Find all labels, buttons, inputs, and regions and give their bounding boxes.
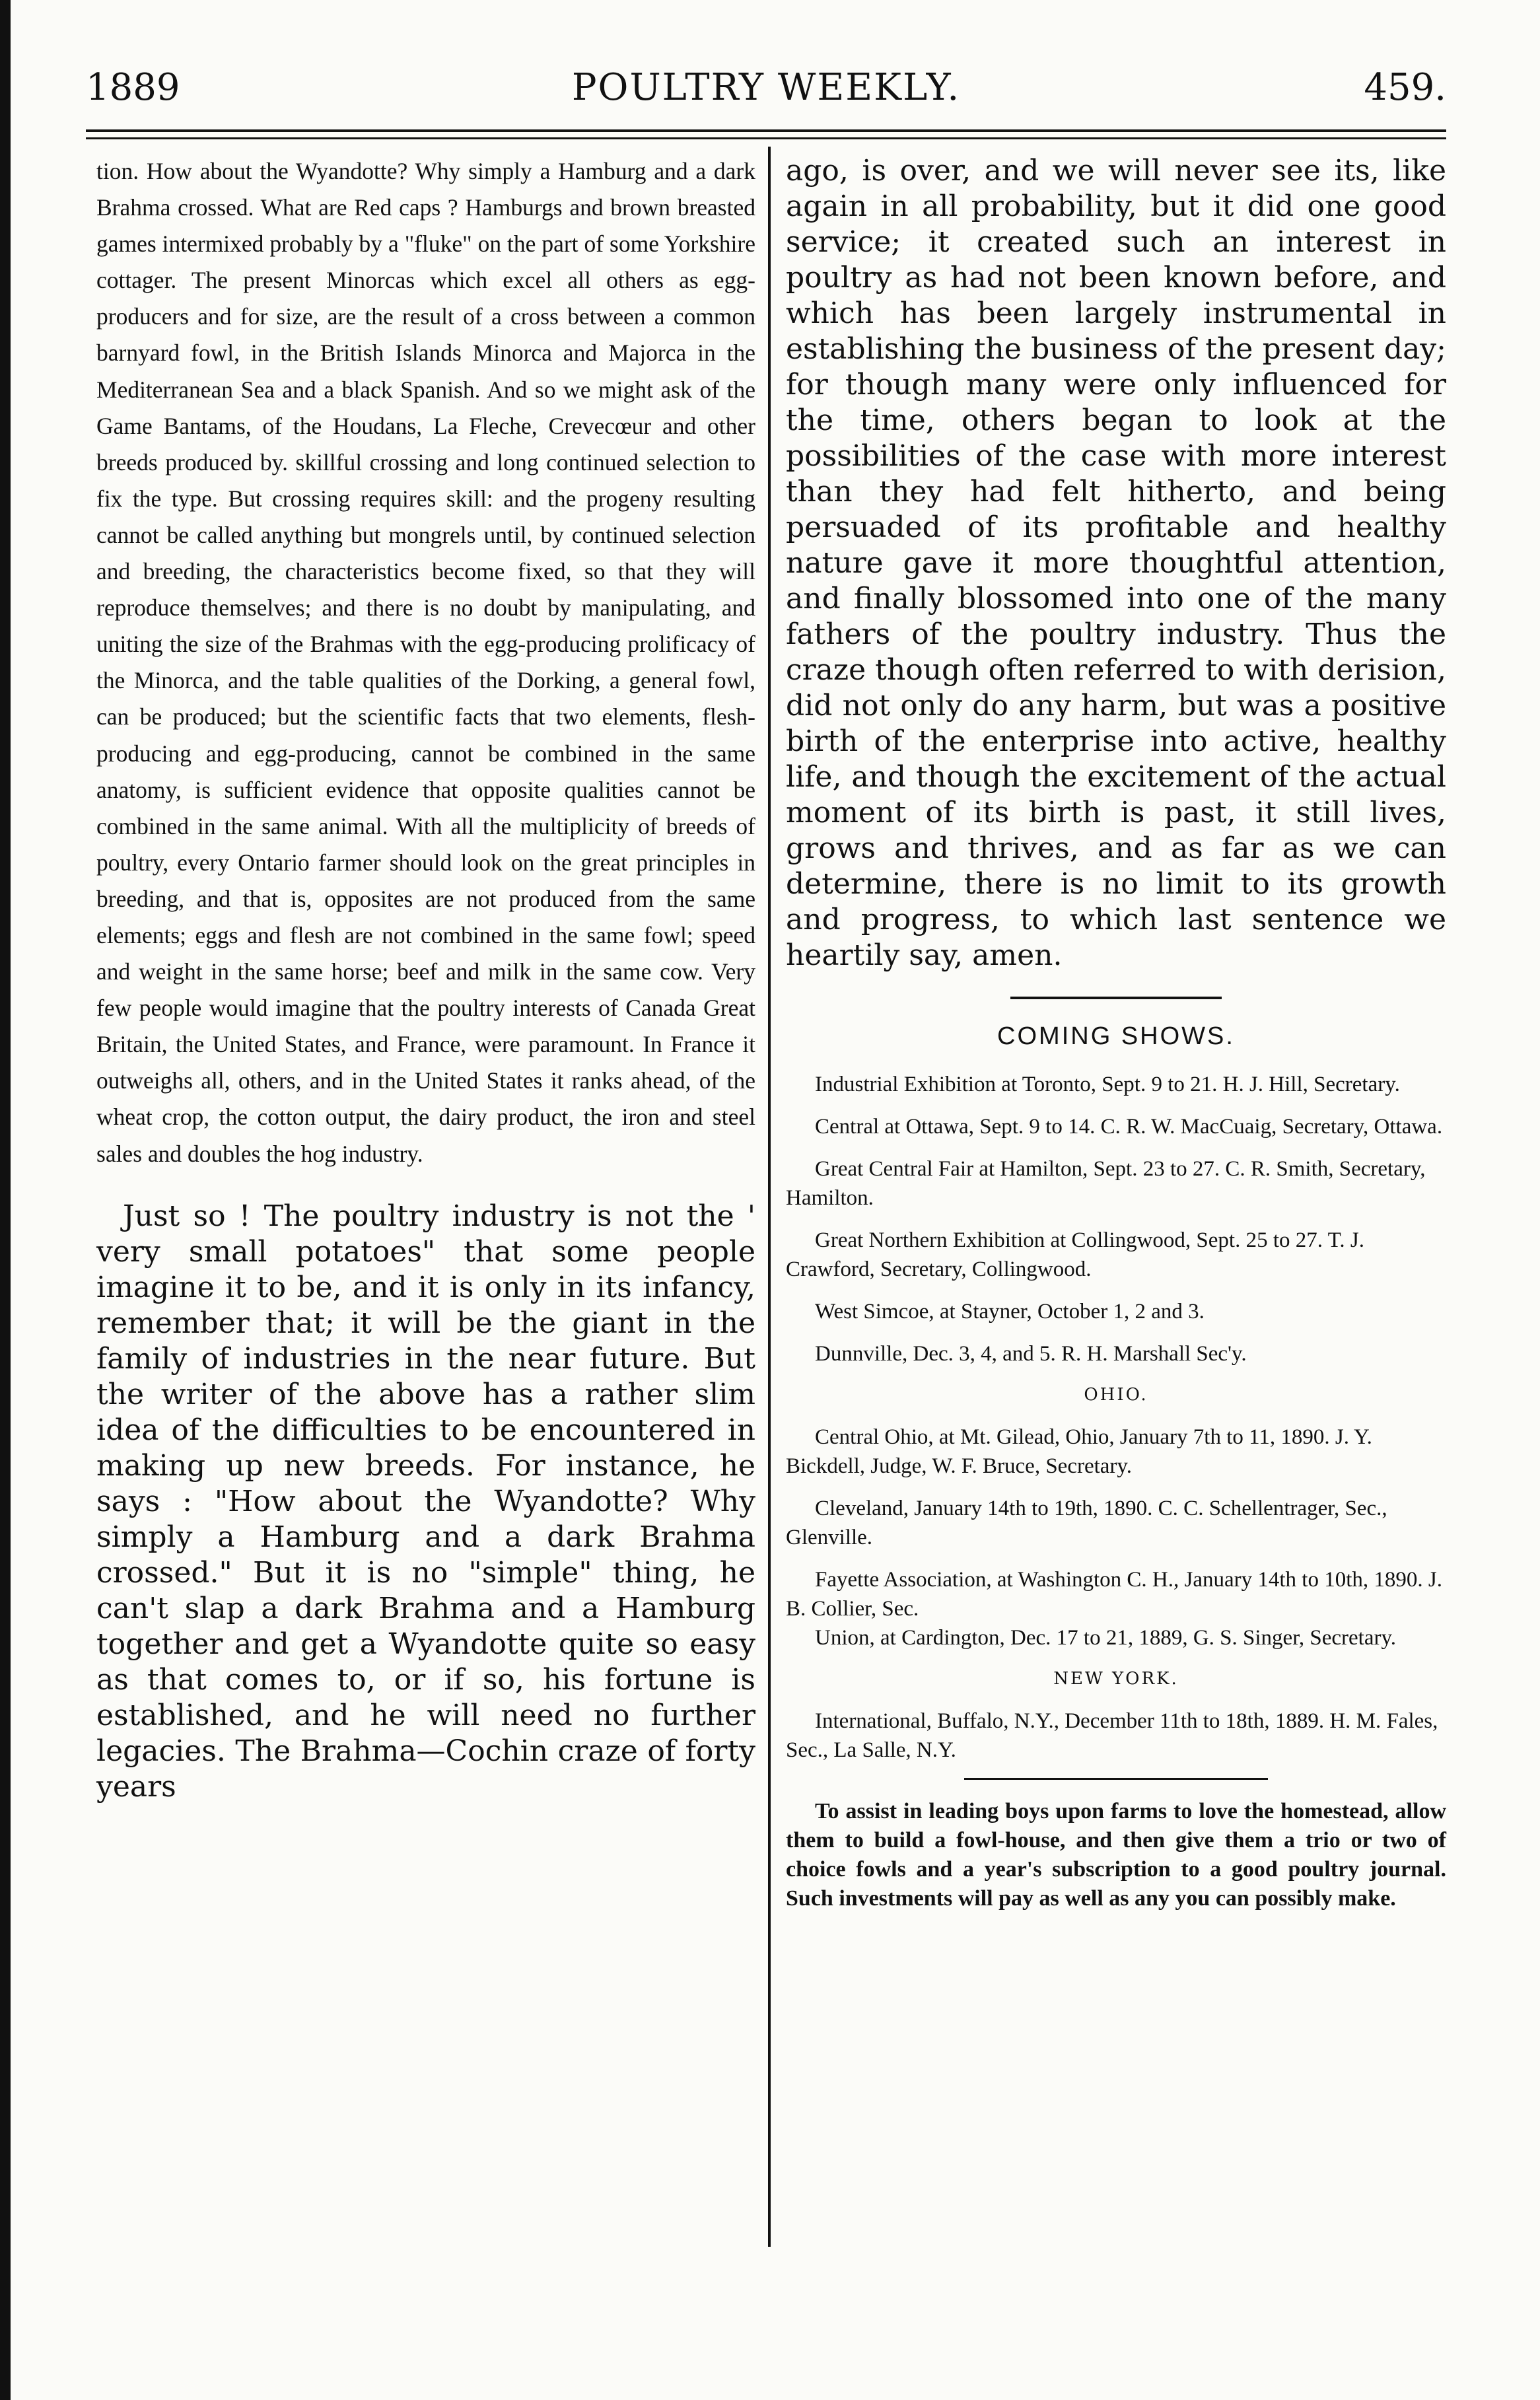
publication-title: POULTRY WEEKLY. — [571, 66, 961, 109]
list-item: Cleveland, January 14th to 19th, 1890. C. C. Schellentrager, Sec., Glenville. — [786, 1497, 1387, 1549]
editorial-response: Just so ! The poultry industry is not the ' very small potatoes" that some people imagine it to be, and it is only in its infancy, remember that; it will be the giant in the family of industries in the near future. But the writer of the above has a rather slim idea of the difficulties to be encountered in making up new breeds. For instance, he says : "How about the Wyandotte? Why simply a Hamburg and a dark Brahma crossed." But it is no "simple" thing, he can't slap a dark Brahma and a Hamburg together and get a Wyandotte quite so easy as that comes to, or if so, his fortune is established, and he will need no further legacies. The Brahma—Cochin craze of forty years — [96, 1199, 755, 1804]
new-york-heading: NEW YORK. — [1053, 1669, 1179, 1689]
new-york-shows-list — [786, 1707, 1446, 1765]
ohio-shows-list — [786, 1423, 1446, 1652]
column-divider — [768, 147, 771, 2247]
list-item: Great Central Fair at Hamilton, Sept. 23 to 27. C. R. Smith, Secretary, Hamilton. — [786, 1157, 1426, 1210]
header-year: 1889 — [86, 66, 180, 109]
editorial-continuation: ago, is over, and we will never see its, like again in all probability, but it did one good service; it created such an interest in poultry as had not been known before, and which has been largely instrumental in establishing the business of the present day; for though many were only influenced for the time, others began to look at the possibilities of the case with more interest than they had felt hitherto, and being persuaded of its profitable and healthy nature gave it more thoughtful attention, and finally blossomed into one of the many fathers of the poultry industry. Thus the craze though often referred to with derision, did not only do any harm, but was a positive birth of the enterprise into active, healthy life, and though the excitement of the actual moment of its birth is past, it still lives, grows and thrives, and as far as we can determine, there is no limit to its growth and progress, to which last sentence we heartily say, amen. — [786, 154, 1446, 972]
quoted-letter-text: tion. How about the Wyandotte? Why simply a Hamburg and a dark Brahma crossed. What are Red caps ? Hamburgs and brown breasted games intermixed probably by a "fluke" on the part of some Yorkshire cottager. The present Minorcas which excel all others as egg-producers and for size, are the result of a cross between a common barnyard fowl, in the British Islands Minorca and Majorca in the Mediterranean Sea and a black Spanish. And so we might ask of the Game Bantams, of the Houdans, La Fleche, Crevecœur and other breeds produced by. skillful crossing and long continued selection to fix the type. But crossing requires skill: and the progeny resulting cannot be called anything but mongrels until, by continued selection and breeding, the characteristics become fixed, so that they will reproduce themselves; and there is no doubt by manipulating, and uniting the size of the Brahmas with the egg-producing prolificacy of the Minorca, and the table qualities of the Dorking, a general fowl, can be produced; but the scientific facts that two elements, flesh-producing and egg-producing, cannot be combined in the same anatomy, is sufficient evidence that opposite qualities cannot be combined in the same animal. With all the multiplicity of breeds of poultry, every Ontario farmer should look on the great principles in breeding, and that is, opposites are not produced from the same elements; eggs and flesh are not combined in the same fowl; speed and weight in the same horse; beef and milk in the same cow. Very few people would imagine that the poultry interests of Canada Great Britain, the United States, and France, were paramount. In France it outweighs all, others, and in the United States it ranks ahead, of the wheat crop, the cotton output, the dairy product, the iron and steel sales and doubles the hog industry. — [96, 158, 755, 1167]
page-number: 459. — [1364, 66, 1446, 109]
list-item: Fayette Association, at Washington C. H., January 14th to 10th, 1890. J. B. Collier, Sec. — [786, 1568, 1442, 1621]
list-item: Great Northern Exhibition at Collingwood, Sept. 25 to 27. T. J. Crawford, Secretary, Collingwood. — [786, 1228, 1364, 1281]
list-item: International, Buffalo, N.Y., December 11th to 18th, 1889. H. M. Fales, Sec., La Salle, N.Y. — [786, 1709, 1438, 1762]
section-divider — [964, 1778, 1268, 1780]
header-rule-bottom — [86, 137, 1446, 139]
right-column — [786, 153, 1446, 1913]
list-item: West Simcoe, at Stayner, October 1, 2 and 3. — [815, 1300, 1205, 1324]
coming-shows-heading: COMING SHOWS. — [997, 1022, 1235, 1050]
list-item: Central Ohio, at Mt. Gilead, Ohio, January 7th to 11, 1890. J. Y. Bickdell, Judge, W. F. Bruce, Secretary. — [786, 1425, 1372, 1478]
list-item: Dunnville, Dec. 3, 4, and 5. R. H. Marshall Sec'y. — [815, 1342, 1247, 1366]
running-header — [86, 66, 1446, 119]
section-ornament — [786, 988, 1446, 1008]
ohio-heading: OHIO. — [1084, 1385, 1148, 1405]
list-item: Industrial Exhibition at Toronto, Sept. 9 to 21. H. J. Hill, Secretary. — [815, 1073, 1400, 1096]
closing-paragraph: To assist in leading boys upon farms to love the homestead, allow them to build a fowl-house, and then give them a trio or two of choice fowls and a year's subscription to a good poultry journal. Such investments will pay as well as any you can possibly make. — [786, 1799, 1446, 1911]
page-binding-edge — [0, 0, 11, 2400]
list-item: Central at Ottawa, Sept. 9 to 14. C. R. W. MacCuaig, Secretary, Ottawa. — [815, 1115, 1443, 1139]
left-column — [96, 153, 755, 1805]
header-rule-top — [86, 129, 1446, 132]
list-item: Union, at Cardington, Dec. 17 to 21, 1889, G. S. Singer, Secretary. — [815, 1626, 1397, 1650]
canada-shows-list — [786, 1070, 1446, 1368]
